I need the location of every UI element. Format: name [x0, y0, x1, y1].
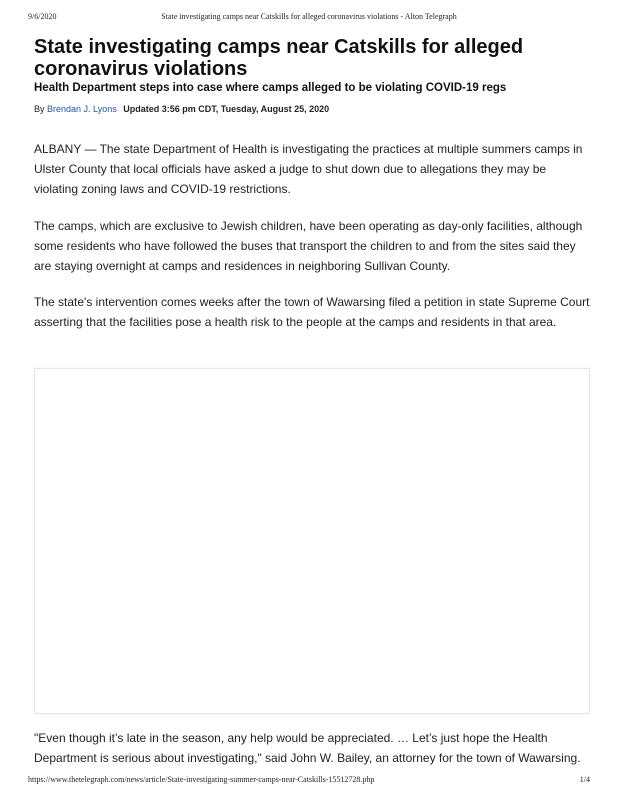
article-paragraph: The state's intervention comes weeks after the town of Wawarsing filed a petition in state Supreme Court asserting that the facilities pose a health risk to the people at the camps and residents in that area.	[34, 295, 590, 329]
byline-prefix: By	[34, 104, 45, 114]
article-headline: State investigating camps near Catskills for alleged coronavirus violations	[34, 36, 524, 80]
print-date: 9/6/2020	[28, 12, 57, 21]
author-link[interactable]: Brendan J. Lyons	[47, 104, 117, 114]
article-paragraph: ALBANY — The state Department of Health is investigating the practices at multiple summers camps in Ulster County that local officials have asked a judge to shut down due to allegations they may be violating zoning laws and COVID-19 restrictions.	[34, 142, 583, 196]
article-paragraph: "Even though it’s late in the season, any help would be appreciated. … Let’s just hope the Health Department is serious about investigating," said John W. Bailey, an attorney for the town of Wawarsing.	[34, 731, 581, 765]
article-subhead: Health Department steps into case where camps alleged to be violating COVID-19 regs	[34, 82, 507, 94]
embedded-media-frame	[34, 368, 590, 714]
updated-timestamp: Updated 3:56 pm CDT, Tuesday, August 25, 2020	[123, 104, 330, 114]
print-header	[0, 12, 618, 26]
article-paragraph: The camps, which are exclusive to Jewish children, have been operating as day-only facilities, although some residents who have followed the buses that transport the children to and from the sites said they are staying overnight at camps and residences in neighboring Sullivan County.	[34, 219, 583, 273]
print-document-title: State investigating camps near Catskills for alleged coronavirus violations - Alton Telegraph	[161, 12, 457, 21]
print-footer	[0, 775, 618, 789]
print-page-number: 1/4	[579, 775, 590, 784]
print-url: https://www.thetelegraph.com/news/article/State-investigating-summer-camps-near-Catskills-15512728.php	[28, 775, 375, 784]
byline	[34, 104, 594, 114]
